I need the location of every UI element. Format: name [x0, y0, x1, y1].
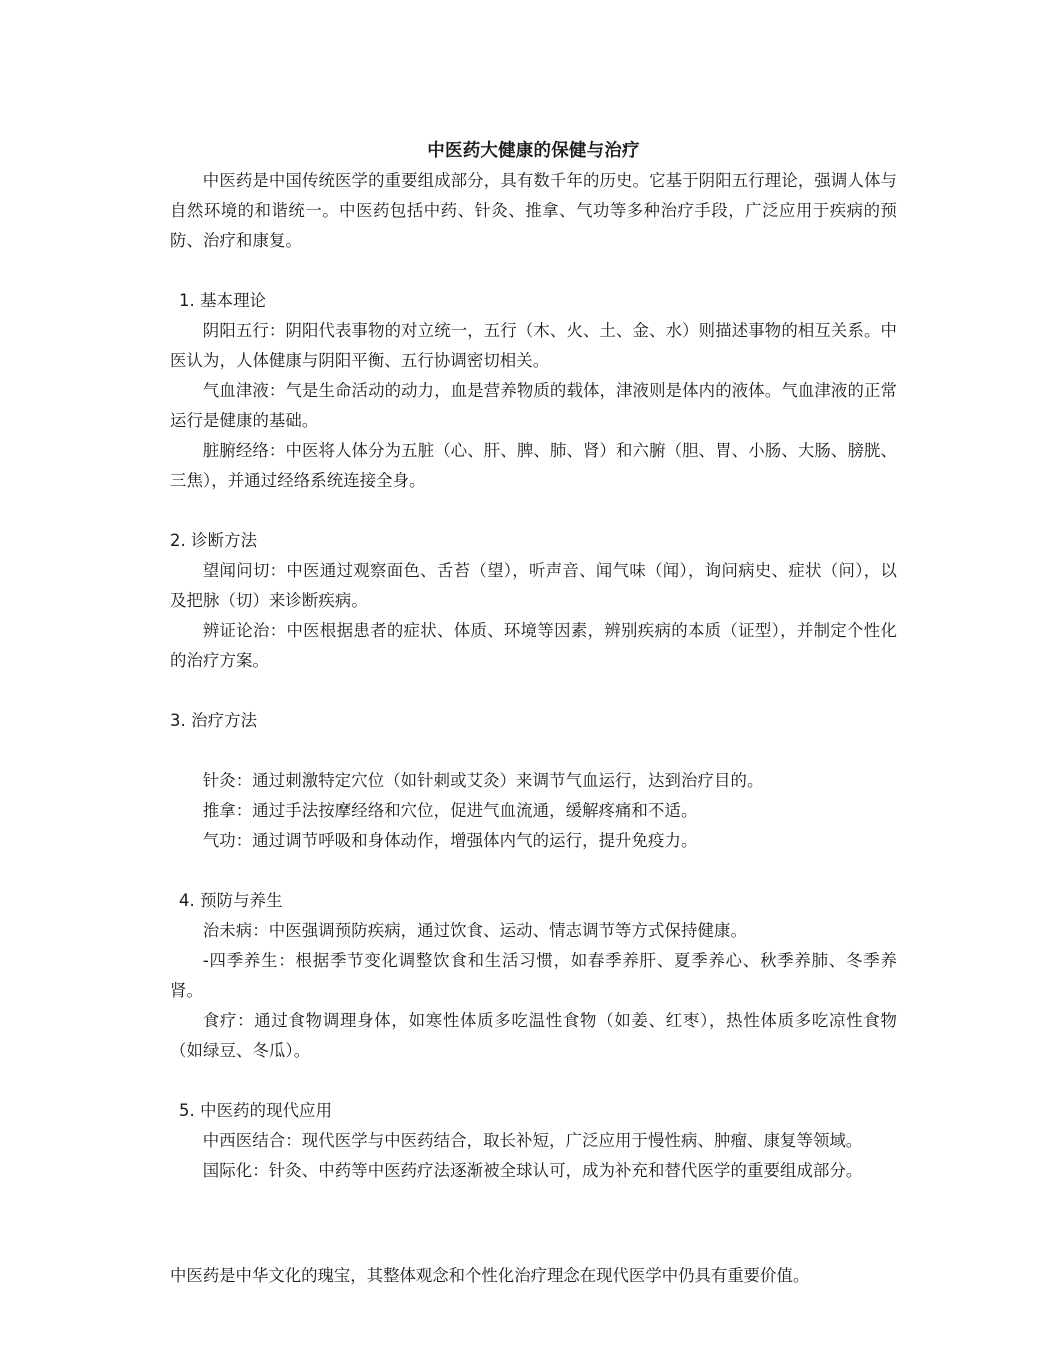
section-diagnosis-methods — [170, 526, 897, 676]
section-body — [170, 556, 897, 676]
section-treatment-methods — [170, 706, 897, 856]
section-heading: 1. 基本理论 — [179, 291, 267, 310]
spacer — [170, 496, 897, 526]
section-paragraph: 阴阳五行：阴阳代表事物的对立统一，五行（木、火、土、金、水）则描述事物的相互关系。中医认为，人体健康与阴阳平衡、五行协调密切相关。 — [170, 321, 897, 370]
section-modern-applications — [170, 1096, 897, 1186]
spacer — [170, 256, 897, 286]
section-body — [170, 766, 897, 856]
section-body — [170, 916, 897, 1066]
section-paragraph: 针灸：通过刺激特定穴位（如针刺或艾灸）来调节气血运行，达到治疗目的。 — [202, 771, 764, 790]
spacer — [170, 1246, 897, 1261]
section-paragraph: 辨证论治：中医根据患者的症状、体质、环境等因素，辨别疾病的本质（证型），并制定个性化的治疗方案。 — [170, 621, 897, 670]
section-body — [170, 316, 897, 496]
section-paragraph: -四季养生：根据季节变化调整饮食和生活习惯，如春季养肝、夏季养心、秋季养肺、冬季养肾。 — [170, 951, 897, 1000]
intro-paragraph: 中医药是中国传统医学的重要组成部分，具有数千年的历史。它基于阴阳五行理论，强调人体与自然环境的和谐统一。中医药包括中药、针灸、推拿、气功等多种治疗手段，广泛应用于疾病的预防、治疗和康复。 — [170, 171, 897, 250]
spacer — [170, 1216, 897, 1246]
spacer — [170, 856, 897, 886]
section-paragraph: 国际化：针灸、中药等中医药疗法逐渐被全球认可，成为补充和替代医学的重要组成部分。 — [202, 1161, 863, 1180]
spacer — [170, 1186, 897, 1216]
spacer — [170, 1066, 897, 1096]
closing-paragraph: 中医药是中华文化的瑰宝，其整体观念和个性化治疗理念在现代医学中仍具有重要价值。 — [170, 1266, 810, 1285]
section-paragraph: 治未病：中医强调预防疾病，通过饮食、运动、情志调节等方式保持健康。 — [202, 921, 747, 940]
section-paragraph: 脏腑经络：中医将人体分为五脏（心、肝、脾、肺、肾）和六腑（胆、胃、小肠、大肠、膀胱、三焦），并通过经络系统连接全身。 — [170, 441, 897, 490]
section-paragraph: 气功：通过调节呼吸和身体动作，增强体内气的运行，提升免疫力。 — [202, 831, 698, 850]
section-heading: 4. 预防与养生 — [179, 891, 283, 910]
section-heading: 3. 治疗方法 — [170, 711, 258, 730]
section-paragraph: 食疗：通过食物调理身体，如寒性体质多吃温性食物（如姜、红枣），热性体质多吃凉性食物（如绿豆、冬瓜）。 — [170, 1011, 897, 1060]
section-paragraph: 中西医结合：现代医学与中医药结合，取长补短，广泛应用于慢性病、肿瘤、康复等领域。 — [202, 1131, 863, 1150]
section-paragraph: 望闻问切：中医通过观察面色、舌苔（望），听声音、闻气味（闻），询问病史、症状（问），以及把脉（切）来诊断疾病。 — [170, 561, 897, 610]
section-body — [170, 1126, 897, 1186]
page-title: 中医药大健康的保健与治疗 — [427, 141, 640, 161]
section-paragraph: 推拿：通过手法按摩经络和穴位，促进气血流通，缓解疼痛和不适。 — [202, 801, 698, 820]
spacer — [170, 736, 897, 766]
section-prevention-wellness — [170, 886, 897, 1066]
section-basic-theory — [170, 286, 897, 496]
section-heading: 2. 诊断方法 — [170, 531, 258, 550]
section-paragraph: 气血津液：气是生命活动的动力，血是营养物质的载体，津液则是体内的液体。气血津液的正常运行是健康的基础。 — [170, 381, 897, 430]
spacer — [170, 676, 897, 706]
section-heading: 5. 中医药的现代应用 — [179, 1101, 333, 1120]
